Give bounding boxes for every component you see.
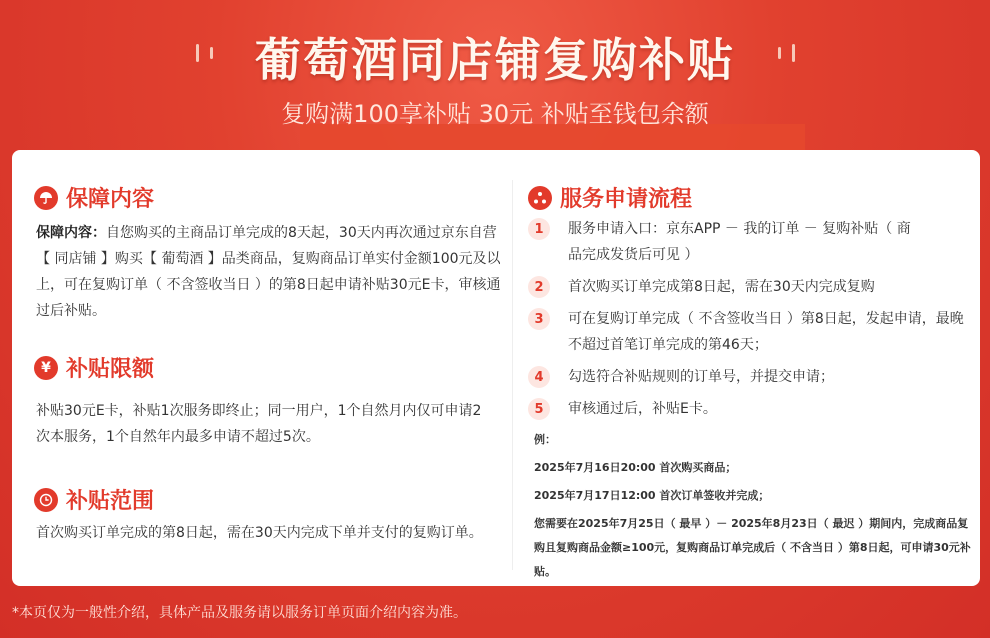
step-text: 勾选符合补贴规则的订单号，并提交申请； (568, 369, 834, 385)
step-text: 服务申请入口：京东APP － 我的订单 － 复购补贴（ 商品完成发货后可见 ） (568, 221, 911, 263)
step-number: 5 (528, 398, 550, 420)
limit-text: 补贴30元E卡，补贴1次服务即终止；同一用户，1个自然月内仅可申请2次本服务，1个自然年内最多申请不超过5次。 (36, 403, 482, 445)
process-step (528, 306, 973, 358)
step-number: 3 (528, 308, 550, 330)
step-number: 1 (528, 218, 550, 240)
process-step (528, 364, 973, 390)
process-step (528, 396, 973, 422)
process-steps (528, 216, 973, 428)
footer-disclaimer: *本页仅为一般性介绍，具体产品及服务请以服务订单页面介绍内容为准。 (12, 605, 467, 621)
scope-title: 补贴范围 (66, 489, 155, 514)
scope-header (34, 484, 154, 515)
process-header (528, 182, 692, 213)
example-label: 例： (534, 433, 556, 446)
page-subtitle: 复购满100享补贴 30元 补贴至钱包余额 (281, 100, 709, 128)
page-title: 葡萄酒同店铺复购补贴 (255, 33, 735, 87)
flow-icon (528, 186, 552, 210)
step-text: 首次购买订单完成第8日起，需在30天内完成复购 (568, 279, 875, 295)
protection-header (34, 182, 154, 213)
example-line-2: 2025年7月17日12:00 首次订单签收并完成； (534, 489, 770, 502)
example-block (534, 426, 974, 584)
column-divider (512, 180, 513, 570)
example-line-1: 2025年7月16日20:00 首次购买商品； (534, 461, 737, 474)
umbrella-icon (34, 186, 58, 210)
process-step (528, 216, 973, 268)
protection-title: 保障内容 (66, 187, 155, 212)
content-card (12, 150, 980, 586)
protection-label: 保障内容： (36, 225, 106, 241)
scope-text: 首次购买订单完成的第8日起，需在30天内完成下单并支付的复购订单。 (36, 525, 483, 541)
step-text: 可在复购订单完成（ 不含签收当日 ）第8日起，发起申请，最晚不超过首笔订单完成的第46天； (568, 311, 964, 353)
protection-text (36, 220, 501, 324)
clock-icon (34, 488, 58, 512)
step-text: 审核通过后，补贴E卡。 (568, 401, 717, 417)
limit-header (34, 352, 154, 383)
example-line-3: 您需要在2025年7月25日（ 最早 ）－ 2025年8月23日（ 最迟 ）期间内，完成商品复购且复购商品金额≥100元，复购商品订单完成后（ 不含当日 ）第8日起，可申请30元补贴。 (534, 517, 971, 578)
process-step (528, 274, 973, 300)
process-title: 服务申请流程 (560, 187, 693, 212)
limit-title: 补贴限额 (66, 357, 155, 382)
protection-body: 自您购买的主商品订单完成的8天起，30天内再次通过京东自营【 同店铺 】购买【 葡萄酒 】品类商品，复购商品订单实付金额100元及以上，可在复购订单（ 不含签收当日 ）的第8日起申请补贴30元E卡，审核通过后补贴。 (36, 225, 501, 319)
step-number: 2 (528, 276, 550, 298)
step-number: 4 (528, 366, 550, 388)
yen-icon: ¥ (34, 356, 58, 380)
